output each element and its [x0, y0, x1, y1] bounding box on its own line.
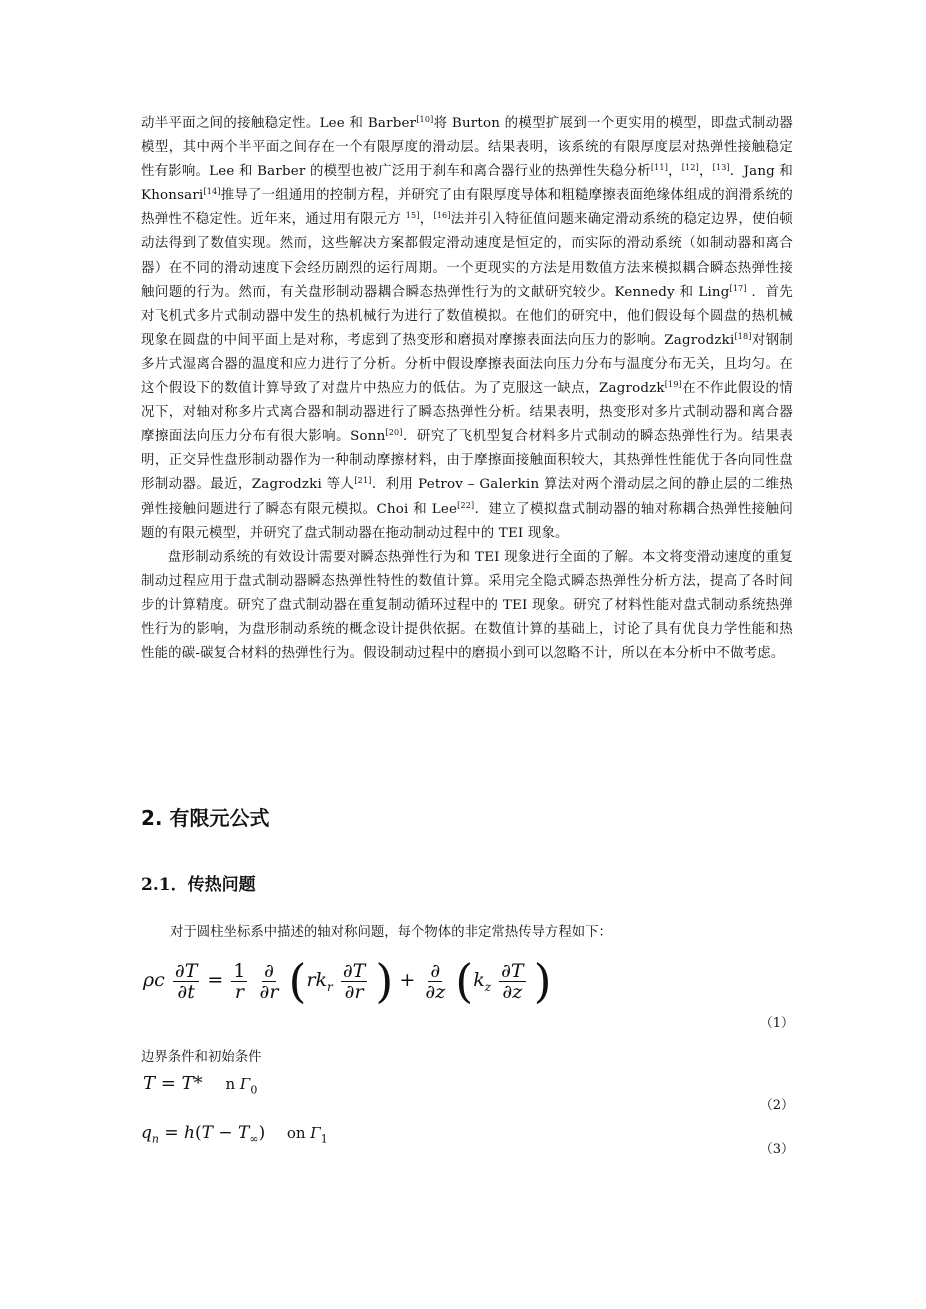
citation-ref: [12] — [681, 163, 699, 173]
citation-ref: [13] — [712, 163, 730, 173]
equation-3-number: （3） — [759, 1142, 794, 1157]
body-text — [141, 112, 793, 666]
citation-ref: 15] — [405, 211, 420, 221]
citation-ref: [16] — [433, 211, 451, 221]
equation-2: T = T* n $\Gamma_0$ — [143, 1073, 258, 1097]
citation-ref: [11] — [650, 163, 669, 173]
citation-ref: [20] — [385, 428, 403, 438]
equation-3: $q_n = h(T - T_\infty)$ on $\Gamma_1$ — [141, 1123, 328, 1146]
equation-1: ρc $\frac{\partial T}{\partial t}$ = $\frac{1}{r}$ $\frac{\partial}{\partial r}$ ($rk_r$ $\frac{\partial T}{\partial r}$ ) + $\frac{\partial}{\partial z}$ ($k_z$ $\frac{\partial T}{\partial z}$ ) — [143, 954, 552, 1008]
subsection-heading: 2.1．传热问题 — [141, 875, 256, 895]
citation-ref: [10] — [416, 115, 434, 124]
paragraph-2: 盘形制动系统的有效设计需要对瞬态热弹性行为和 TEI 现象进行全面的了解。本文将变滑动速度的重复制动过程应用于盘式制动器瞬态热弹性特性的数值计算。采用完全隐式瞬态热弹性分析方法，提高了各时间步的计算精度。研究了盘式制动器在重复制动循环过程中的 TEI 现象。研究了材料性能对盘式制动系统热弹性行为的影响，为盘形制动系统的概念设计提供依据。在数值计算的基础上，讨论了具有优良力学性能和热性能的碳-碳复合材料的热弹性行为。假设制动过程中的磨损小到可以忽略不计，所以在本分析中不做考虑。 — [141, 549, 793, 662]
paragraph-intro-eq1: 对于圆柱坐标系中描述的轴对称问题，每个物体的非定常热传导方程如下： — [170, 925, 612, 940]
paragraph-1: 动半平面之间的接触稳定性。Lee 和 Barber[10]将 Burton 的模型扩展到一个更实用的模型，即盘式制动器模型，其中两个半平面之间存在一个有限厚度的滑动层。结果表明，该系统的有限厚度层对热弹性接触稳定性有影响。Lee 和 Barber 的模型也被广泛用于刹车和离合器行业的热弹性失稳分析[11]，[12]，[13]．Jang 和 Khonsari[14]推导了一组通用的控制方程，并研究了由有限厚度导体和粗糙摩擦表面绝缘体组成的润滑系统的热弹性不稳定性。近年来，通过用有限元方 $^{15]}$，[16]法并引入特征值问题来确定滑动系统的稳定边界，使伯顿动法得到了数值实现。然而，这些解决方案都假定滑动速度是恒定的，而实际的滑动系统（如制动器和离合器）在不同的滑动速度下会经历剧烈的运行周期。一个更现实的方法是用数值方法来模拟耦合瞬态热弹性接触问题的行为。然而，有关盘形制动器耦合瞬态热弹性行为的文献研究较少。Kennedy 和 Ling[17] ．首先对飞机式多片式制动器中发生的热机械行为进行了数值模拟。在他们的研究中，他们假设每个圆盘的热机械现象在圆盘的中间平面上是对称，考虑到了热变形和磨损对摩擦表面法向压力的影响。Zagrodzki[18]对钢制多片式湿离合器的温度和应力进行了分析。分析中假设摩擦表面法向压力分布与温度分布无关，且均匀。在这个假设下的数值计算导致了对盘片中热应力的低估。为了克服这一缺点，Zagrodzk[19]在不作此假设的情况下，对轴对称多片式离合器和制动器进行了瞬态热弹性分析。结果表明，热变形对多片式制动器和离合器摩擦面法向压力分布有很大影响。Sonn[20]．研究了飞机型复合材料多片式制动的瞬态热弹性行为。结果表明，正交异性盘形制动器作为一种制动摩擦材料，由于摩擦面接触面积较大，其热弹性性能优于各向同性盘形制动器。最近，Zagrodzki 等人[21]．利用 Petrov – Galerkin 算法对两个滑动层之间的静止层的二维热弹性接触问题进行了瞬态有限元模拟。Choi 和 Lee[22]．建立了模拟盘式制动器的轴对称耦合热弹性接触问题的有限元模型，并研究了盘式制动器在拖动制动过程中的 TEI 现象。 — [141, 115, 794, 541]
equation-2-number: （2） — [759, 1098, 794, 1113]
citation-ref: [22] — [457, 500, 475, 510]
citation-ref: [18] — [734, 331, 752, 341]
citation-ref: [19] — [664, 380, 682, 390]
citation-ref: [14] — [203, 187, 221, 197]
section-heading: 2. 有限元公式 — [141, 806, 270, 830]
citation-ref: [17] — [729, 283, 747, 293]
citation-ref: [21] — [354, 476, 372, 486]
equation-1-number: （1） — [759, 1016, 794, 1031]
boundary-conditions-label: 边界条件和初始条件 — [141, 1050, 262, 1065]
